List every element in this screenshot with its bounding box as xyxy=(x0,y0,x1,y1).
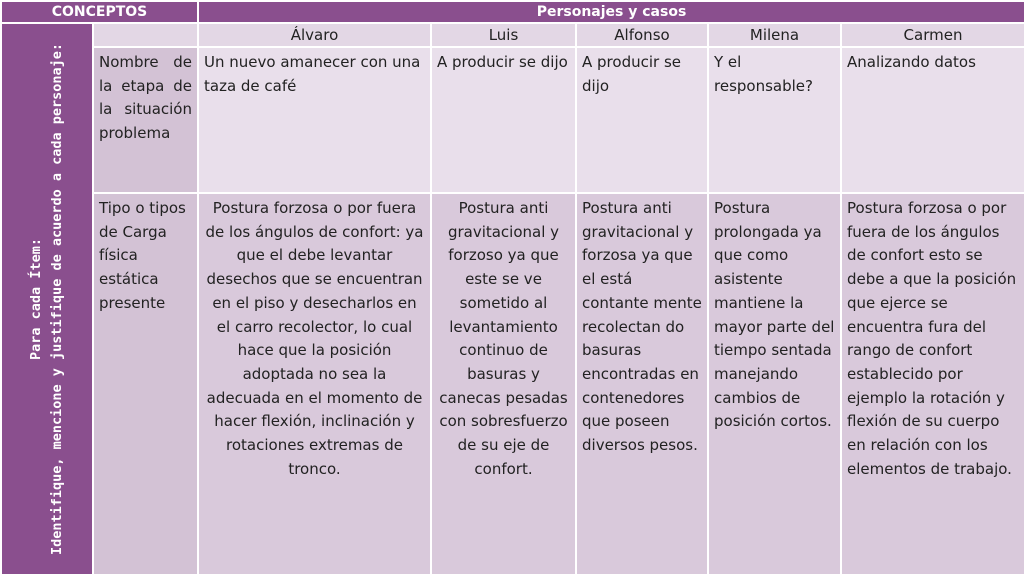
sidebar-line-1: Para cada Ítem: xyxy=(28,238,44,360)
character-alfonso: Alfonso xyxy=(576,23,708,47)
concept-cell: Nombre de la etapa de la situación problema xyxy=(93,47,198,193)
sidebar-instructions xyxy=(1,23,93,575)
data-cell-luis: A producir se dijo xyxy=(431,47,576,193)
data-cell-alfonso: A producir se dijo xyxy=(576,47,708,193)
character-carmen: Carmen xyxy=(841,23,1024,47)
personajes-header: Personajes y casos xyxy=(198,1,1024,23)
sidebar-line-2: Identifique, mencione y justifique de acuerdo a cada personaje: xyxy=(49,42,65,556)
data-cell-alvaro: Postura forzosa o por fuera de los ángulos de confort: ya que el debe levantar desechos que se encuentran en el piso y desecharlos en el carro recolector, lo cual hace que la posición adoptada no sea la adecuada en el momento de hacer flexión, inclinación y rotaciones extremas de tronco. xyxy=(198,193,431,575)
data-cell-carmen: Analizando datos xyxy=(841,47,1024,193)
data-cell-alfonso: Postura anti gravitacional y forzosa ya que el está contante mente recolectan do basuras encontradas en contenedores que poseen diversos pesos. xyxy=(576,193,708,575)
character-milena: Milena xyxy=(708,23,841,47)
data-cell-carmen: Postura forzosa o por fuera de los ángulos de confort esto se debe a que la posición que ejerce se encuentra fura del rango de confort establecido por ejemplo la rotación y flexión de su cuerpo en relación con los elementos de trabajo. xyxy=(841,193,1024,575)
table-row xyxy=(1,47,1024,193)
empty-subheader xyxy=(93,23,198,47)
data-cell-alvaro: Un nuevo amanecer con una taza de café xyxy=(198,47,431,193)
header-row xyxy=(1,1,1024,23)
character-alvaro: Álvaro xyxy=(198,23,431,47)
conceptos-header: CONCEPTOS xyxy=(1,1,198,23)
data-cell-luis: Postura anti gravitacional y forzoso ya que este se ve sometido al levantamiento continuo de basuras y canecas pesadas con sobresfuerzo de su eje de confort. xyxy=(431,193,576,575)
character-luis: Luis xyxy=(431,23,576,47)
data-cell-milena: Y el responsable? xyxy=(708,47,841,193)
characters-row xyxy=(1,23,1024,47)
table-row xyxy=(1,193,1024,575)
concept-cell: Tipo o tipos de Carga física estática presente xyxy=(93,193,198,575)
data-cell-milena: Postura prolongada ya que como asistente mantiene la mayor parte del tiempo sentada manejando cambios de posición cortos. xyxy=(708,193,841,575)
